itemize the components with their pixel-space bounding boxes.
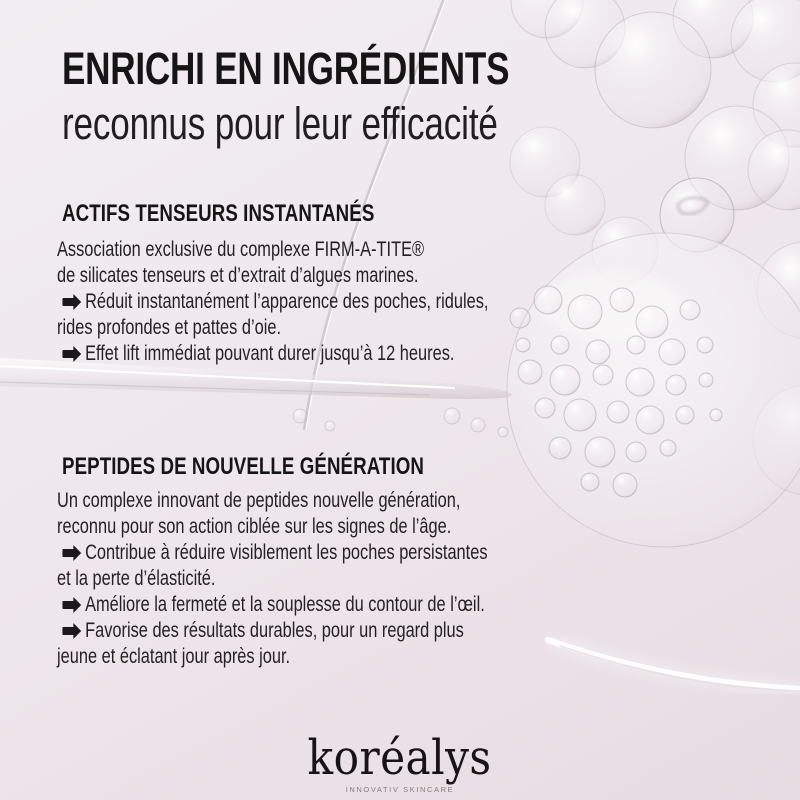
body-line: Réduit instantanément l’apparence des poches, ridules, [57,289,488,315]
body-line: Favorise des résultats durables, pour un regard plus [57,618,488,644]
body-line: Association exclusive du complexe FIRM-A-TITE® [57,238,425,261]
light-swoosh-curve [548,640,800,691]
body-line: jeune et éclatant jour après jour. [57,645,291,668]
body-line: et la perte d’élasticité. [57,567,216,590]
body-line: reconnu pour son action ciblée sur les signes de l’âge. [57,515,452,538]
body-line: de silicates tenseurs et d’extrait d’algues marines. [57,264,419,287]
page-subtitle: reconnus pour leur efficacité [62,98,498,149]
arrow-bullet-icon [62,627,74,635]
brand-tagline: INNOVATIV SKINCARE [345,785,455,794]
section-heading: ACTIFS TENSEURS INSTANTANÉS [62,200,375,227]
headline-block [62,42,509,152]
body-line: rides profondes et pattes d’oie. [57,316,282,339]
section-peptides-heading-block [62,452,424,482]
arrow-bullet-icon [62,601,74,609]
arrow-bullet-icon [62,350,74,358]
section-actifs-tenseurs-heading-block [62,199,374,229]
brand-logo: koréalys [308,730,492,786]
body-line: Un complexe innovant de peptides nouvelle génération, [57,489,461,512]
body-line: Améliore la fermeté et la souplesse du contour de l’œil. [57,592,488,618]
page-title: ENRICHI EN INGRÉDIENTS [62,43,510,94]
brand-footer [0,730,800,794]
section-actifs-tenseurs-body [57,237,488,367]
section-heading: PEPTIDES DE NOUVELLE GÉNÉRATION [62,453,424,480]
section-peptides-body [57,488,488,670]
body-line: Contribue à réduire visiblement les poches persistantes [57,540,488,566]
arrow-bullet-icon [62,298,74,306]
body-line: Effet lift immédiat pouvant durer jusqu’à 12 heures. [57,341,488,367]
arrow-bullet-icon [62,549,74,557]
